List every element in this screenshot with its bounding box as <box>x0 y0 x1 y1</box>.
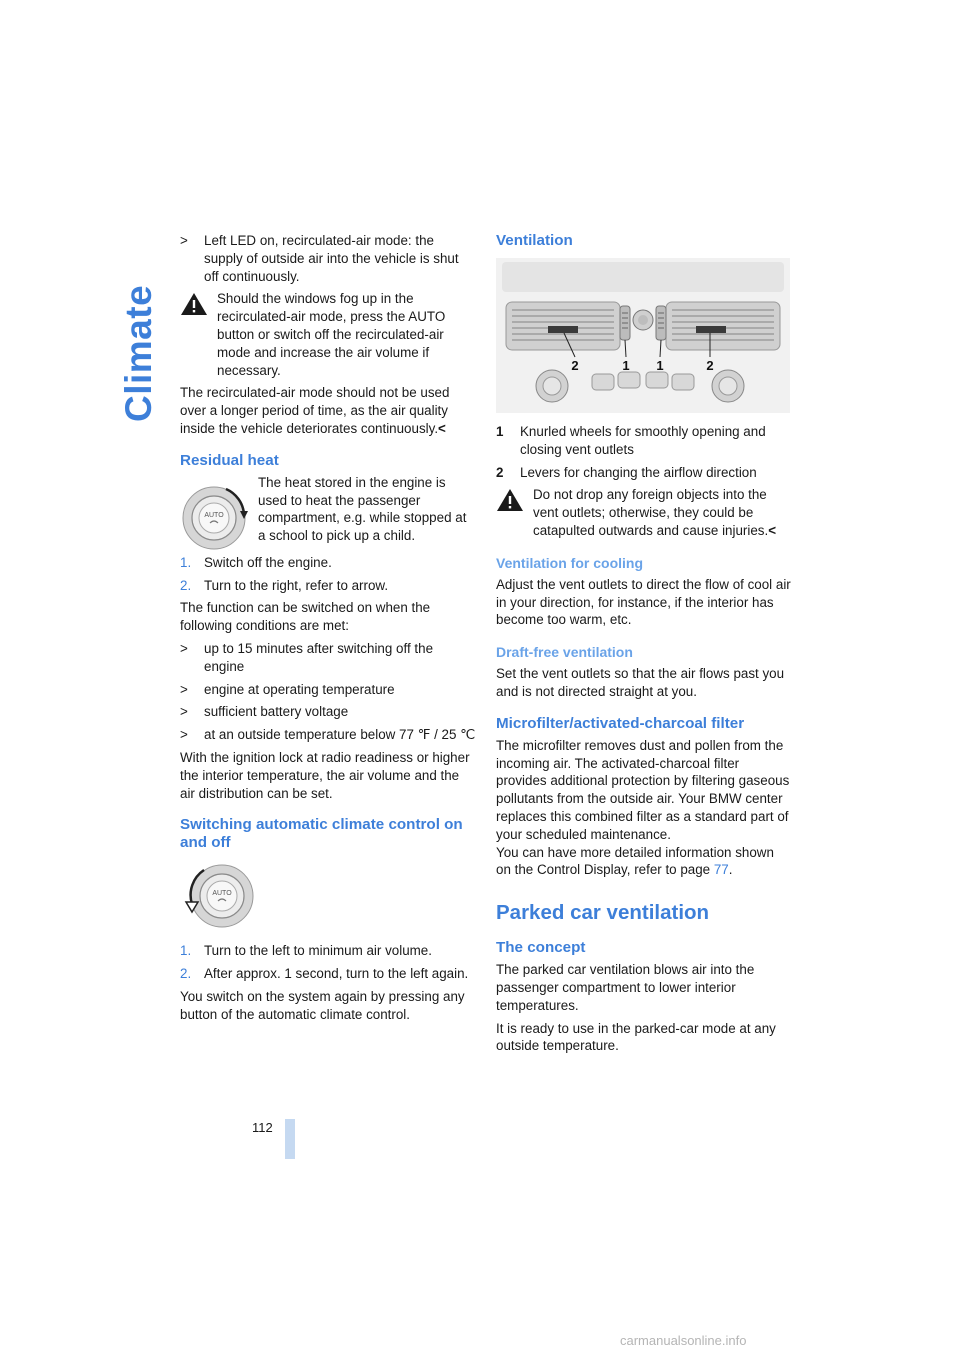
list-item: 2. After approx. 1 second, turn to the left again. <box>180 966 469 982</box>
warning-icon <box>180 292 208 316</box>
vent-outlets-figure <box>496 258 790 413</box>
watermark: carmanualsonline.info <box>620 1333 747 1348</box>
section-heading-parked-car-ventilation: Parked car ventilation <box>496 901 710 925</box>
right-column <box>496 232 792 1060</box>
paragraph: The microfilter removes dust and pollen from the incoming air. The activated-charcoal filter provides additional protection by filtering gaseous pollutants from the outside air. Your BMW center replaces this combined filter as a standard part of your scheduled maintenance. <box>496 737 790 842</box>
left-column: > Left LED on, recirculated-air mode: the supply of outside air into the vehicle is shut off continuously. Should the windows fog up in the recirculated-air mode, press the AUTO button or switch off the recirculated-air mode and increase the air volume if necessary. The recirculated-air mode should not be used over a longer period of time, as the air quality inside the vehicle deteriorates continuously.< Residual heat AUTO The heat stored in the engine is used to heat the passenger compartment, e.g. while stopped at a school to pick up a child. 1. Switch off the engine. 2. Turn to the right, refer to arrow. The function can be switched on when the following conditions are met: > up to 15 minutes after switching off the engine > engine at operating temperature > sufficient battery voltage > at an outside temperature below 77 ℉ / 25 ℃ With the ignition lock at radio readiness or higher the interior temperature, the air volume and the air distribution can be set. Switching automatic climate control on and off AUTO 1. Turn to the left to minimum air volume. 2. After approx. 1 second, turn to the left again. You switch on the system again by pressing any button of the automatic climate control. <box>180 233 476 1022</box>
climate-dial-left-icon <box>180 858 260 932</box>
list-item: > at an outside temperature below 77 ℉ / 25 ℃ <box>180 727 476 743</box>
page-link[interactable]: 77 <box>713 862 729 878</box>
paragraph: The function can be switched on when the following conditions are met: <box>180 600 431 634</box>
list-item: 2. Turn to the right, refer to arrow. <box>180 577 389 593</box>
section-heading-residual-heat: Residual heat <box>180 451 279 469</box>
paragraph: Set the vent outlets so that the air flows past you and is not directed straight at you. <box>496 666 785 699</box>
chapter-title: Climate <box>118 284 159 422</box>
legend-item: 2 Levers for changing the airflow direction <box>496 464 757 480</box>
page-tab <box>285 1119 295 1159</box>
section-heading-filter: Microfilter/activated-charcoal filter <box>496 714 745 732</box>
warning-note: Do not drop any foreign objects into the vent outlets; otherwise, they could be catapulted outwards and cause injuries.< <box>496 486 792 539</box>
svg-text:AUTO: AUTO <box>204 511 224 519</box>
warning-note: Should the windows fog up in the recirculated-air mode, press the AUTO button or switch off the recirculated-air mode and increase the air volume if necessary. The recirculated-air mode should not be used over a longer period of time, as the air quality inside the vehicle deteriorates continuously.< <box>180 291 450 436</box>
callout-label: 2 <box>706 358 714 373</box>
list-item: > sufficient battery voltage <box>180 704 349 720</box>
paragraph: You switch on the system again by pressing any button of the automatic climate control. <box>180 988 465 1022</box>
section-heading-draft-free: Draft-free ventilation <box>496 644 633 661</box>
list-item: 1. Turn to the left to minimum air volume. <box>180 943 432 959</box>
callout-label: 1 <box>622 358 630 373</box>
list-item: 1. Switch off the engine. <box>180 554 332 570</box>
callout-label: 1 <box>656 358 664 373</box>
callout-label: 2 <box>571 358 579 373</box>
list-item: > engine at operating temperature <box>180 681 395 697</box>
paragraph: With the ignition lock at radio readiness or higher the interior temperature, the air volume and the air distribution can be set. <box>180 749 470 801</box>
section-heading-ventilation: Ventilation <box>496 232 573 249</box>
section-heading-cooling: Ventilation for cooling <box>496 554 643 571</box>
svg-text:AUTO: AUTO <box>212 890 232 898</box>
section-heading-concept: The concept <box>496 939 586 957</box>
section-heading-switching: Switching automatic climate control on and off <box>180 816 463 852</box>
warning-icon <box>496 488 524 512</box>
legend-item: 1 Knurled wheels for smoothly opening and closing vent outlets <box>496 424 766 457</box>
paragraph: Adjust the vent outlets to direct the flow of cool air in your direction, for instance, if the interior has become too warm, etc. <box>496 576 791 628</box>
climate-dial-right-icon <box>180 480 252 552</box>
paragraph: The parked car ventilation blows air into the passenger compartment to lower interior temperatures. <box>496 962 755 1013</box>
list-item: > Left LED on, recirculated-air mode: the supply of outside air into the vehicle is shut off continuously. <box>180 233 459 284</box>
paragraph: It is ready to use in the parked-car mode at any outside temperature. <box>496 1020 776 1054</box>
paragraph: You can have more detailed information shown on the Control Display, refer to page 77. <box>496 844 774 878</box>
list-item: > up to 15 minutes after switching off the engine <box>180 640 434 674</box>
page-number: 112 <box>252 1120 273 1135</box>
